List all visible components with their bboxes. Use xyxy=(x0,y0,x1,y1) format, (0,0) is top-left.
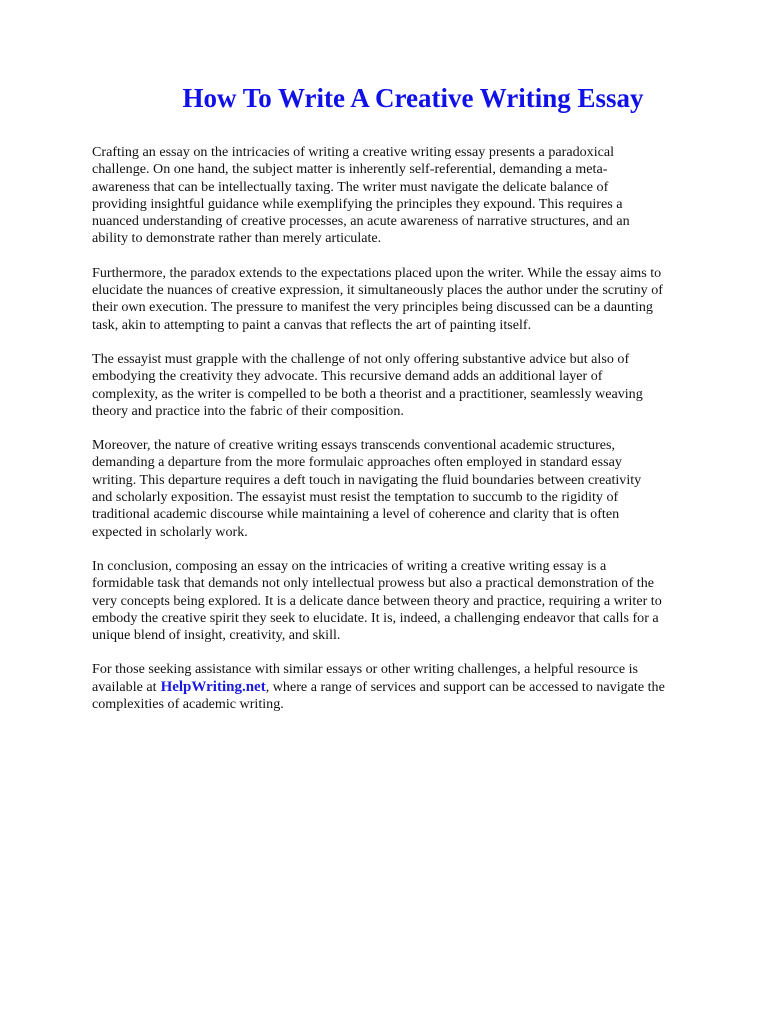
text-line: unique blend of insight, creativity, and skill. xyxy=(92,627,341,644)
paragraph xyxy=(92,144,732,248)
text-line: complexity, as the writer is compelled to be both a theorist and a practitioner, seamlessly weaving xyxy=(92,385,643,402)
text-line: demanding a departure from the more formulaic approaches often employed in standard essay xyxy=(92,454,622,471)
closing-line-2 xyxy=(92,679,732,696)
text-line: very concepts being explored. It is a delicate dance between theory and practice, requiring a writer to xyxy=(92,592,662,609)
closing-line-1: For those seeking assistance with similar essays or other writing challenges, a helpful resource is xyxy=(92,661,638,678)
text-line: traditional academic discourse while maintaining a level of coherence and clarity that is often xyxy=(92,506,620,523)
text-line: their own execution. The pressure to manifest the very principles being discussed can be a daunting xyxy=(92,299,653,316)
text-line: In conclusion, composing an essay on the intricacies of writing a creative writing essay is a xyxy=(92,557,607,574)
text-line: task, akin to attempting to paint a canvas that reflects the art of painting itself. xyxy=(92,316,532,333)
closing-line-2-tail: , where a range of services and support can be accessed to navigate the xyxy=(265,678,665,695)
paragraph xyxy=(92,351,732,420)
text-line: providing insightful guidance while exemplifying the principles they expound. This requires a xyxy=(92,195,623,212)
text-line: embodying the creativity they advocate. This recursive demand adds an additional layer of xyxy=(92,368,603,385)
closing-paragraph xyxy=(92,661,732,713)
text-line: nuanced understanding of creative processes, an acute awareness of narrative structures, and an xyxy=(92,213,630,230)
paragraph xyxy=(92,437,732,541)
text-line: elucidate the nuances of creative expression, it simultaneously places the author under the scrutiny of xyxy=(92,282,663,299)
text-line: The essayist must grapple with the challenge of not only offering substantive advice but also of xyxy=(92,350,630,367)
text-line: awareness that can be intellectually taxing. The writer must navigate the delicate balance of xyxy=(92,178,609,195)
text-line: challenge. On one hand, the subject matter is inherently self-referential, demanding a meta- xyxy=(92,161,608,178)
text-line: writing. This departure requires a deft touch in navigating the fluid boundaries between creativity xyxy=(92,471,642,488)
paragraph-list xyxy=(92,144,732,644)
essay-body xyxy=(92,144,732,730)
text-line: theory and practice into the fabric of their composition. xyxy=(92,402,404,419)
closing-line-3: complexities of academic writing. xyxy=(92,696,284,713)
page-title: How To Write A Creative Writing Essay xyxy=(182,83,644,113)
paragraph xyxy=(92,265,732,334)
text-line: ability to demonstrate rather than merely articulate. xyxy=(92,230,382,247)
helpwriting-link[interactable]: HelpWriting.net xyxy=(160,678,266,695)
text-line: formidable task that demands not only intellectual prowess but also a practical demonstration of the xyxy=(92,575,655,592)
text-line: expected in scholarly work. xyxy=(92,523,248,540)
text-line: Crafting an essay on the intricacies of writing a creative writing essay presents a paradoxical xyxy=(92,144,615,160)
paragraph xyxy=(92,558,732,644)
text-line: embody the creative spirit they seek to elucidate. It is, indeed, a challenging endeavor that calls for a xyxy=(92,609,659,626)
text-line: Furthermore, the paradox extends to the expectations placed upon the writer. While the essay aims to xyxy=(92,264,662,281)
closing-line-2-lead: available at xyxy=(92,678,157,695)
text-line: Moreover, the nature of creative writing essays transcends conventional academic structures, xyxy=(92,437,616,454)
text-line: and scholarly exposition. The essayist must resist the temptation to succumb to the rigidity of xyxy=(92,489,619,506)
